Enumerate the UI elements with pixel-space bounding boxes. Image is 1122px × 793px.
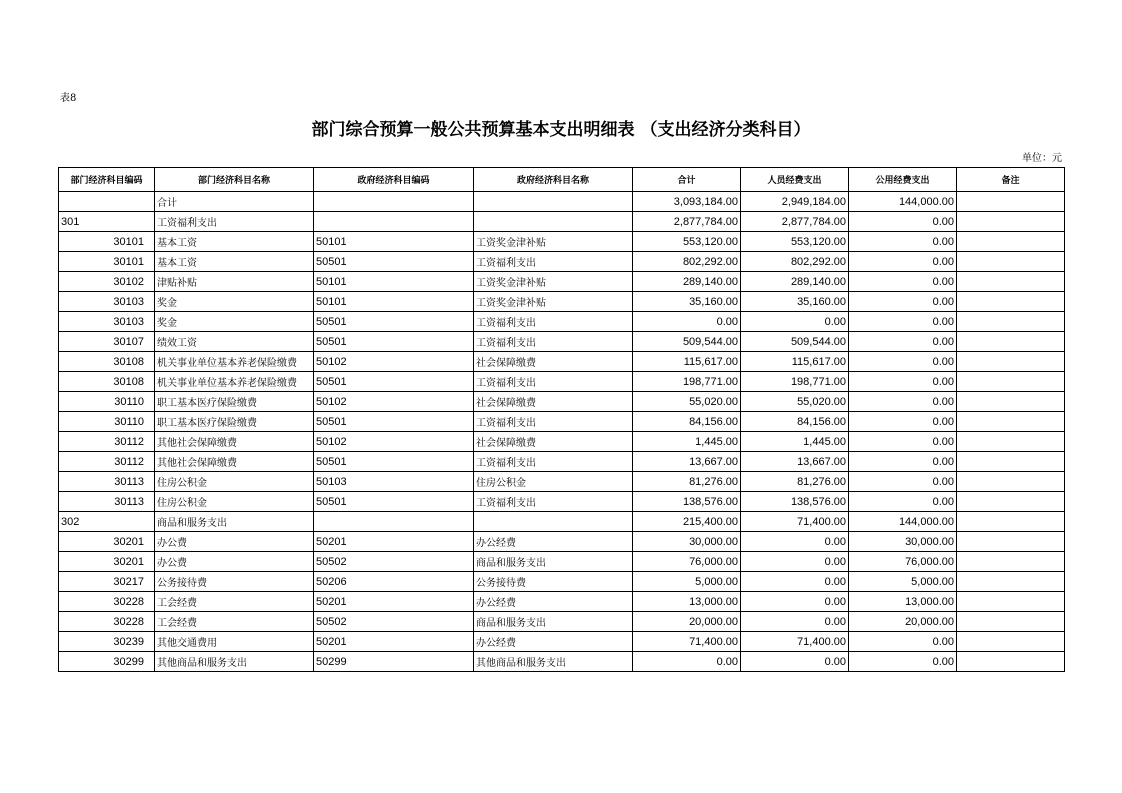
gov-name-cell: 办公经费	[474, 532, 633, 552]
personnel-cell: 55,020.00	[741, 392, 849, 412]
public-cell: 0.00	[849, 292, 957, 312]
public-cell: 76,000.00	[849, 552, 957, 572]
public-cell: 0.00	[849, 372, 957, 392]
public-cell: 0.00	[849, 272, 957, 292]
personnel-cell: 0.00	[741, 592, 849, 612]
public-cell: 0.00	[849, 432, 957, 452]
gov-name-cell: 办公经费	[474, 592, 633, 612]
total-cell: 0.00	[633, 312, 741, 332]
gov-name-cell: 商品和服务支出	[474, 552, 633, 572]
public-cell: 0.00	[849, 632, 957, 652]
total-cell: 553,120.00	[633, 232, 741, 252]
personnel-cell: 0.00	[741, 552, 849, 572]
page-title: 部门综合预算一般公共预算基本支出明细表 （支出经济分类科目）	[311, 120, 811, 140]
gov-name-cell: 工资福利支出	[474, 412, 633, 432]
gov-code-cell	[314, 212, 474, 232]
dept-name-cell: 住房公积金	[155, 472, 314, 492]
table-row	[59, 472, 1065, 492]
header-dept-code: 部门经济科目编码	[59, 168, 155, 192]
header-total: 合计	[633, 168, 741, 192]
personnel-cell: 802,292.00	[741, 252, 849, 272]
table-row	[59, 232, 1065, 252]
gov-code-cell: 50501	[314, 332, 474, 352]
gov-code-cell: 50501	[314, 252, 474, 272]
total-cell: 71,400.00	[633, 632, 741, 652]
note-cell	[957, 652, 1065, 672]
dept-name-cell: 商品和服务支出	[155, 512, 314, 532]
public-cell: 0.00	[849, 332, 957, 352]
table-row	[59, 572, 1065, 592]
dept-name-cell: 职工基本医疗保险缴费	[155, 392, 314, 412]
dept-name-cell: 津贴补贴	[155, 272, 314, 292]
dept-name-cell: 工资福利支出	[155, 212, 314, 232]
personnel-cell: 35,160.00	[741, 292, 849, 312]
gov-name-cell	[474, 512, 633, 532]
public-cell: 0.00	[849, 452, 957, 472]
note-cell	[957, 452, 1065, 472]
note-cell	[957, 252, 1065, 272]
personnel-cell: 553,120.00	[741, 232, 849, 252]
table-row	[59, 452, 1065, 472]
gov-code-cell: 50101	[314, 272, 474, 292]
gov-name-cell: 公务接待费	[474, 572, 633, 592]
gov-code-cell: 50201	[314, 592, 474, 612]
public-cell: 0.00	[849, 312, 957, 332]
gov-name-cell: 社会保障缴费	[474, 392, 633, 412]
note-cell	[957, 372, 1065, 392]
dept-name-cell: 办公费	[155, 532, 314, 552]
personnel-cell: 0.00	[741, 312, 849, 332]
total-cell: 35,160.00	[633, 292, 741, 312]
total-cell: 198,771.00	[633, 372, 741, 392]
gov-code-cell: 50501	[314, 312, 474, 332]
dept-name-cell: 住房公积金	[155, 492, 314, 512]
personnel-cell: 84,156.00	[741, 412, 849, 432]
table-row	[59, 252, 1065, 272]
table-row	[59, 372, 1065, 392]
table-row	[59, 492, 1065, 512]
note-cell	[957, 312, 1065, 332]
table-row	[59, 192, 1065, 212]
dept-code-cell: 30108	[59, 372, 155, 392]
gov-code-cell: 50501	[314, 412, 474, 432]
personnel-cell: 71,400.00	[741, 512, 849, 532]
dept-name-cell: 机关事业单位基本养老保险缴费	[155, 372, 314, 392]
total-cell: 30,000.00	[633, 532, 741, 552]
table-row	[59, 632, 1065, 652]
public-cell: 0.00	[849, 652, 957, 672]
dept-code-cell: 30201	[59, 532, 155, 552]
gov-code-cell: 50502	[314, 612, 474, 632]
gov-name-cell: 工资福利支出	[474, 252, 633, 272]
gov-name-cell: 社会保障缴费	[474, 352, 633, 372]
note-cell	[957, 272, 1065, 292]
personnel-cell: 509,544.00	[741, 332, 849, 352]
dept-code-cell: 30112	[59, 432, 155, 452]
note-cell	[957, 392, 1065, 412]
table-row	[59, 352, 1065, 372]
gov-code-cell: 50501	[314, 452, 474, 472]
personnel-cell: 81,276.00	[741, 472, 849, 492]
personnel-cell: 2,877,784.00	[741, 212, 849, 232]
header-note: 备注	[957, 168, 1065, 192]
dept-name-cell: 职工基本医疗保险缴费	[155, 412, 314, 432]
personnel-cell: 0.00	[741, 532, 849, 552]
dept-name-cell: 其他交通费用	[155, 632, 314, 652]
personnel-cell: 13,667.00	[741, 452, 849, 472]
public-cell: 144,000.00	[849, 512, 957, 532]
note-cell	[957, 552, 1065, 572]
note-cell	[957, 352, 1065, 372]
table-row	[59, 512, 1065, 532]
table-row	[59, 432, 1065, 452]
public-cell: 0.00	[849, 232, 957, 252]
dept-name-cell: 工会经费	[155, 592, 314, 612]
header-row	[59, 168, 1065, 192]
dept-code-cell: 30228	[59, 592, 155, 612]
dept-name-cell: 绩效工资	[155, 332, 314, 352]
dept-name-cell: 合计	[155, 192, 314, 212]
dept-code-cell: 30217	[59, 572, 155, 592]
total-cell: 76,000.00	[633, 552, 741, 572]
budget-table	[58, 167, 1065, 672]
dept-code-cell	[59, 192, 155, 212]
table-row	[59, 292, 1065, 312]
public-cell: 0.00	[849, 492, 957, 512]
personnel-cell: 0.00	[741, 652, 849, 672]
gov-name-cell	[474, 212, 633, 232]
total-cell: 802,292.00	[633, 252, 741, 272]
dept-name-cell: 机关事业单位基本养老保险缴费	[155, 352, 314, 372]
header-gov-code: 政府经济科目编码	[314, 168, 474, 192]
dept-name-cell: 其他社会保障缴费	[155, 432, 314, 452]
table-row	[59, 532, 1065, 552]
gov-name-cell: 工资福利支出	[474, 312, 633, 332]
public-cell: 20,000.00	[849, 612, 957, 632]
total-cell: 215,400.00	[633, 512, 741, 532]
total-cell: 81,276.00	[633, 472, 741, 492]
table-row	[59, 212, 1065, 232]
gov-code-cell: 50201	[314, 632, 474, 652]
dept-code-cell: 30113	[59, 472, 155, 492]
dept-code-cell: 30110	[59, 412, 155, 432]
gov-code-cell: 50299	[314, 652, 474, 672]
note-cell	[957, 632, 1065, 652]
dept-code-cell: 30201	[59, 552, 155, 572]
personnel-cell: 1,445.00	[741, 432, 849, 452]
total-cell: 5,000.00	[633, 572, 741, 592]
dept-name-cell: 公务接待费	[155, 572, 314, 592]
gov-name-cell: 工资福利支出	[474, 452, 633, 472]
dept-code-cell: 30113	[59, 492, 155, 512]
gov-code-cell: 50206	[314, 572, 474, 592]
dept-name-cell: 其他商品和服务支出	[155, 652, 314, 672]
gov-code-cell: 50102	[314, 392, 474, 412]
unit-label: 单位：元	[1022, 153, 1062, 164]
gov-code-cell: 50201	[314, 532, 474, 552]
gov-code-cell: 50101	[314, 292, 474, 312]
dept-code-cell: 30107	[59, 332, 155, 352]
dept-name-cell: 基本工资	[155, 232, 314, 252]
gov-name-cell: 社会保障缴费	[474, 432, 633, 452]
total-cell: 2,877,784.00	[633, 212, 741, 232]
public-cell: 30,000.00	[849, 532, 957, 552]
dept-name-cell: 办公费	[155, 552, 314, 572]
dept-code-cell: 302	[59, 512, 155, 532]
dept-code-cell: 30108	[59, 352, 155, 372]
dept-code-cell: 30103	[59, 312, 155, 332]
table-row	[59, 412, 1065, 432]
personnel-cell: 289,140.00	[741, 272, 849, 292]
total-cell: 0.00	[633, 652, 741, 672]
gov-name-cell: 住房公积金	[474, 472, 633, 492]
gov-code-cell	[314, 192, 474, 212]
gov-name-cell: 工资福利支出	[474, 492, 633, 512]
gov-code-cell: 50502	[314, 552, 474, 572]
header-gov-name: 政府经济科目名称	[474, 168, 633, 192]
note-cell	[957, 592, 1065, 612]
total-cell: 84,156.00	[633, 412, 741, 432]
note-cell	[957, 292, 1065, 312]
note-cell	[957, 472, 1065, 492]
public-cell: 144,000.00	[849, 192, 957, 212]
dept-code-cell: 30101	[59, 232, 155, 252]
gov-name-cell: 办公经费	[474, 632, 633, 652]
gov-name-cell: 工资福利支出	[474, 372, 633, 392]
dept-name-cell: 其他社会保障缴费	[155, 452, 314, 472]
gov-name-cell: 其他商品和服务支出	[474, 652, 633, 672]
total-cell: 138,576.00	[633, 492, 741, 512]
dept-code-cell: 30103	[59, 292, 155, 312]
table-number: 表8	[60, 93, 77, 104]
dept-name-cell: 基本工资	[155, 252, 314, 272]
dept-code-cell: 301	[59, 212, 155, 232]
total-cell: 55,020.00	[633, 392, 741, 412]
total-cell: 20,000.00	[633, 612, 741, 632]
total-cell: 13,667.00	[633, 452, 741, 472]
gov-name-cell: 工资奖金津补贴	[474, 272, 633, 292]
public-cell: 0.00	[849, 252, 957, 272]
public-cell: 13,000.00	[849, 592, 957, 612]
total-cell: 1,445.00	[633, 432, 741, 452]
personnel-cell: 71,400.00	[741, 632, 849, 652]
table-row	[59, 612, 1065, 632]
gov-code-cell	[314, 512, 474, 532]
dept-code-cell: 30110	[59, 392, 155, 412]
note-cell	[957, 232, 1065, 252]
public-cell: 0.00	[849, 392, 957, 412]
gov-code-cell: 50103	[314, 472, 474, 492]
note-cell	[957, 432, 1065, 452]
table-row	[59, 332, 1065, 352]
public-cell: 0.00	[849, 412, 957, 432]
gov-name-cell: 工资奖金津补贴	[474, 292, 633, 312]
table-row	[59, 272, 1065, 292]
total-cell: 13,000.00	[633, 592, 741, 612]
note-cell	[957, 192, 1065, 212]
total-cell: 289,140.00	[633, 272, 741, 292]
gov-name-cell: 工资福利支出	[474, 332, 633, 352]
public-cell: 0.00	[849, 352, 957, 372]
dept-code-cell: 30112	[59, 452, 155, 472]
dept-code-cell: 30228	[59, 612, 155, 632]
note-cell	[957, 332, 1065, 352]
total-cell: 115,617.00	[633, 352, 741, 372]
table-row	[59, 392, 1065, 412]
personnel-cell: 0.00	[741, 612, 849, 632]
table-row	[59, 652, 1065, 672]
table-row	[59, 592, 1065, 612]
note-cell	[957, 412, 1065, 432]
table-row	[59, 312, 1065, 332]
gov-code-cell: 50101	[314, 232, 474, 252]
gov-code-cell: 50501	[314, 372, 474, 392]
dept-name-cell: 奖金	[155, 292, 314, 312]
total-cell: 3,093,184.00	[633, 192, 741, 212]
personnel-cell: 0.00	[741, 572, 849, 592]
dept-name-cell: 工会经费	[155, 612, 314, 632]
gov-code-cell: 50501	[314, 492, 474, 512]
note-cell	[957, 212, 1065, 232]
dept-name-cell: 奖金	[155, 312, 314, 332]
personnel-cell: 198,771.00	[741, 372, 849, 392]
gov-name-cell: 工资奖金津补贴	[474, 232, 633, 252]
public-cell: 0.00	[849, 472, 957, 492]
note-cell	[957, 532, 1065, 552]
gov-code-cell: 50102	[314, 432, 474, 452]
dept-code-cell: 30102	[59, 272, 155, 292]
header-personnel: 人员经费支出	[741, 168, 849, 192]
gov-name-cell: 商品和服务支出	[474, 612, 633, 632]
total-cell: 509,544.00	[633, 332, 741, 352]
personnel-cell: 115,617.00	[741, 352, 849, 372]
table-body	[59, 192, 1065, 672]
table-row	[59, 552, 1065, 572]
dept-code-cell: 30239	[59, 632, 155, 652]
header-dept-name: 部门经济科目名称	[155, 168, 314, 192]
gov-code-cell: 50102	[314, 352, 474, 372]
header-public: 公用经费支出	[849, 168, 957, 192]
dept-code-cell: 30299	[59, 652, 155, 672]
personnel-cell: 2,949,184.00	[741, 192, 849, 212]
note-cell	[957, 512, 1065, 532]
gov-name-cell	[474, 192, 633, 212]
note-cell	[957, 572, 1065, 592]
note-cell	[957, 612, 1065, 632]
personnel-cell: 138,576.00	[741, 492, 849, 512]
dept-code-cell: 30101	[59, 252, 155, 272]
public-cell: 0.00	[849, 212, 957, 232]
note-cell	[957, 492, 1065, 512]
public-cell: 5,000.00	[849, 572, 957, 592]
